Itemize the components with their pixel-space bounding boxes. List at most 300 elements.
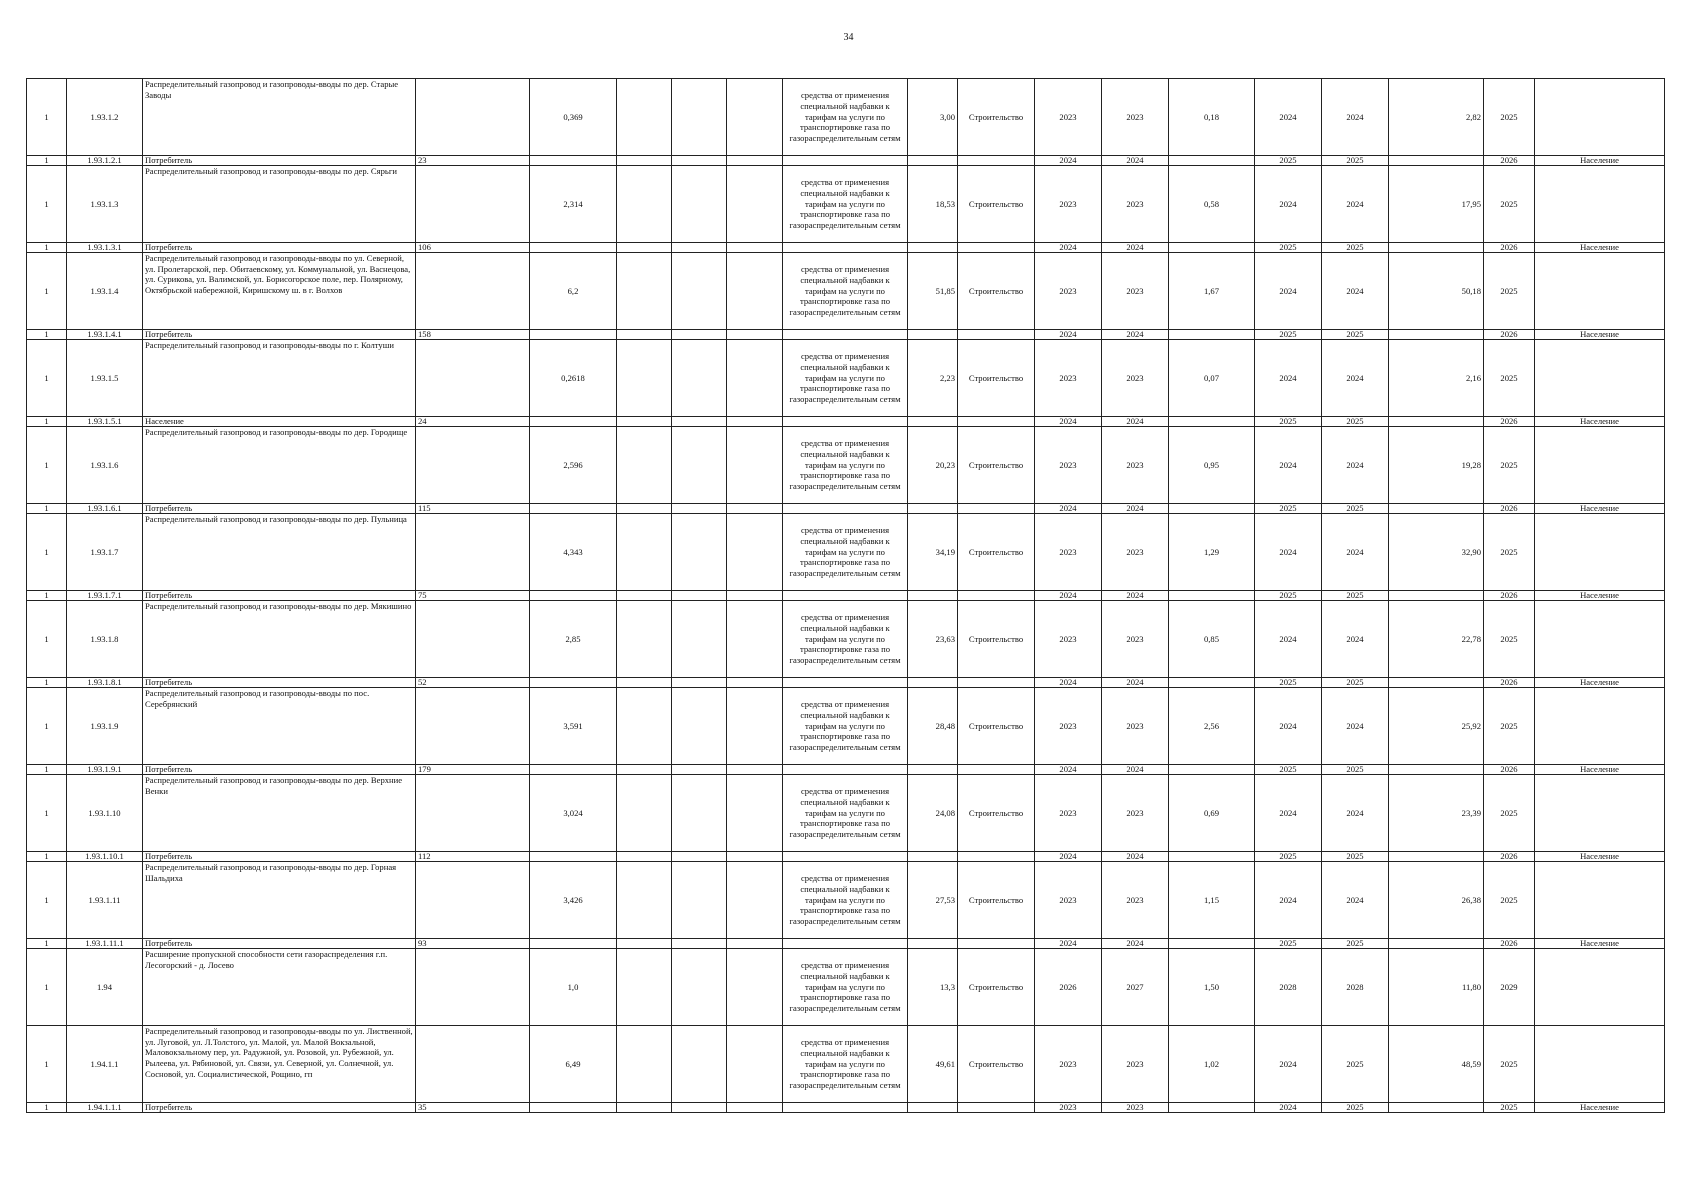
- empty-cell: [672, 862, 727, 939]
- empty-cell: [672, 939, 727, 949]
- design-end-year-cell: 2027: [1102, 949, 1169, 1026]
- length-cell: [530, 156, 617, 166]
- build-end-year-cell: 2025: [1322, 243, 1389, 253]
- empty-cell: [617, 601, 672, 678]
- build-end-year-cell: 2024: [1322, 79, 1389, 156]
- cost-cell: [908, 504, 958, 514]
- empty-cell: [727, 939, 783, 949]
- empty-cell: [727, 330, 783, 340]
- cost-cell: [908, 1103, 958, 1113]
- cost-cell: [908, 678, 958, 688]
- pipeline-row: [27, 862, 1665, 939]
- length-cell: [530, 765, 617, 775]
- consumers-count-cell: [416, 775, 530, 852]
- work-type-cell: Строительство: [958, 688, 1035, 765]
- code-cell: 1.93.1.11.1: [67, 939, 143, 949]
- build-end-year-cell: 2024: [1322, 166, 1389, 243]
- consumers-count-cell: 158: [416, 330, 530, 340]
- code-cell: 1.93.1.11: [67, 862, 143, 939]
- empty-cell: [672, 330, 727, 340]
- work-type-cell: Строительство: [958, 340, 1035, 417]
- code-cell: 1.93.1.5: [67, 340, 143, 417]
- funding-source-cell: средства от применения специальной надбавки к тарифам на услуги по транспортировке газа по газораспределительным сетям: [783, 253, 908, 330]
- object-name-cell: Потребитель: [143, 852, 416, 862]
- work-type-cell: [958, 678, 1035, 688]
- empty-cell: [727, 79, 783, 156]
- consumers-count-cell: [416, 601, 530, 678]
- build-end-year-cell: 2028: [1322, 949, 1389, 1026]
- cost-cell: 3,00: [908, 79, 958, 156]
- empty-cell: [727, 949, 783, 1026]
- design-cost-cell: [1169, 939, 1255, 949]
- code-cell: 1.93.1.5.1: [67, 417, 143, 427]
- build-cost-cell: [1389, 678, 1484, 688]
- code-cell: 1.93.1.4.1: [67, 330, 143, 340]
- build-end-year-cell: 2024: [1322, 340, 1389, 417]
- row-number-cell: 1: [27, 166, 67, 243]
- consumer-row: [27, 504, 1665, 514]
- empty-cell: [727, 775, 783, 852]
- work-type-cell: Строительство: [958, 601, 1035, 678]
- build-start-year-cell: 2024: [1255, 775, 1322, 852]
- design-end-year-cell: 2023: [1102, 79, 1169, 156]
- empty-cell: [672, 417, 727, 427]
- design-start-year-cell: 2024: [1035, 678, 1102, 688]
- cost-cell: 24,08: [908, 775, 958, 852]
- build-end-year-cell: 2025: [1322, 765, 1389, 775]
- empty-cell: [617, 949, 672, 1026]
- page-number: 34: [843, 32, 854, 43]
- object-name-cell: Потребитель: [143, 1103, 416, 1113]
- empty-cell: [617, 427, 672, 504]
- empty-cell: [617, 253, 672, 330]
- commissioning-year-cell: 2026: [1484, 765, 1535, 775]
- row-number-cell: 1: [27, 1026, 67, 1103]
- length-cell: 2,85: [530, 601, 617, 678]
- consumers-count-cell: [416, 688, 530, 765]
- build-cost-cell: [1389, 243, 1484, 253]
- build-start-year-cell: 2025: [1255, 765, 1322, 775]
- empty-cell: [727, 427, 783, 504]
- row-number-cell: 1: [27, 243, 67, 253]
- code-cell: 1.93.1.3.1: [67, 243, 143, 253]
- build-cost-cell: [1389, 156, 1484, 166]
- commissioning-year-cell: 2025: [1484, 688, 1535, 765]
- empty-cell: [672, 765, 727, 775]
- design-end-year-cell: 2023: [1102, 514, 1169, 591]
- length-cell: 2,596: [530, 427, 617, 504]
- table-body: [27, 79, 1665, 1113]
- row-number-cell: 1: [27, 514, 67, 591]
- design-cost-cell: 0,58: [1169, 166, 1255, 243]
- cost-cell: 49,61: [908, 1026, 958, 1103]
- row-number-cell: 1: [27, 775, 67, 852]
- commissioning-year-cell: 2029: [1484, 949, 1535, 1026]
- empty-cell: [727, 1026, 783, 1103]
- pipeline-row: [27, 253, 1665, 330]
- design-start-year-cell: 2023: [1035, 1103, 1102, 1113]
- design-end-year-cell: 2023: [1102, 427, 1169, 504]
- design-start-year-cell: 2023: [1035, 253, 1102, 330]
- empty-cell: [672, 688, 727, 765]
- build-cost-cell: 50,18: [1389, 253, 1484, 330]
- design-end-year-cell: 2023: [1102, 1026, 1169, 1103]
- work-type-cell: [958, 1103, 1035, 1113]
- design-end-year-cell: 2023: [1102, 601, 1169, 678]
- design-start-year-cell: 2023: [1035, 79, 1102, 156]
- pipeline-row: [27, 1026, 1665, 1103]
- cost-cell: [908, 591, 958, 601]
- design-cost-cell: 0,95: [1169, 427, 1255, 504]
- consumers-count-cell: 115: [416, 504, 530, 514]
- build-cost-cell: 48,59: [1389, 1026, 1484, 1103]
- consumer-row: [27, 243, 1665, 253]
- consumer-category-cell: [1535, 775, 1665, 852]
- empty-cell: [727, 504, 783, 514]
- design-end-year-cell: 2023: [1102, 1103, 1169, 1113]
- design-cost-cell: [1169, 852, 1255, 862]
- build-start-year-cell: 2025: [1255, 852, 1322, 862]
- design-cost-cell: [1169, 504, 1255, 514]
- length-cell: 4,343: [530, 514, 617, 591]
- commissioning-year-cell: 2026: [1484, 504, 1535, 514]
- empty-cell: [617, 688, 672, 765]
- empty-cell: [727, 765, 783, 775]
- build-start-year-cell: 2025: [1255, 243, 1322, 253]
- empty-cell: [672, 253, 727, 330]
- funding-source-cell: [783, 591, 908, 601]
- empty-cell: [727, 591, 783, 601]
- pipeline-row: [27, 427, 1665, 504]
- build-cost-cell: [1389, 417, 1484, 427]
- row-number-cell: 1: [27, 591, 67, 601]
- build-cost-cell: 2,82: [1389, 79, 1484, 156]
- row-number-cell: 1: [27, 862, 67, 939]
- funding-source-cell: [783, 156, 908, 166]
- build-end-year-cell: 2025: [1322, 939, 1389, 949]
- consumer-category-cell: [1535, 340, 1665, 417]
- design-start-year-cell: 2024: [1035, 156, 1102, 166]
- build-end-year-cell: 2025: [1322, 417, 1389, 427]
- work-type-cell: Строительство: [958, 253, 1035, 330]
- object-name-cell: Расширение пропускной способности сети газораспределения г.п. Лесогорский - д. Лосево: [143, 949, 416, 1026]
- object-name-cell: Потребитель: [143, 156, 416, 166]
- empty-cell: [672, 1026, 727, 1103]
- design-cost-cell: 2,56: [1169, 688, 1255, 765]
- consumer-row: [27, 156, 1665, 166]
- length-cell: 1,0: [530, 949, 617, 1026]
- consumer-category-cell: [1535, 949, 1665, 1026]
- cost-cell: 13,3: [908, 949, 958, 1026]
- empty-cell: [617, 852, 672, 862]
- build-start-year-cell: 2024: [1255, 601, 1322, 678]
- work-type-cell: Строительство: [958, 1026, 1035, 1103]
- empty-cell: [672, 340, 727, 417]
- design-end-year-cell: 2024: [1102, 591, 1169, 601]
- empty-cell: [617, 504, 672, 514]
- funding-source-cell: [783, 417, 908, 427]
- empty-cell: [672, 514, 727, 591]
- code-cell: 1.93.1.10.1: [67, 852, 143, 862]
- design-cost-cell: 1,15: [1169, 862, 1255, 939]
- funding-source-cell: [783, 678, 908, 688]
- build-start-year-cell: 2025: [1255, 417, 1322, 427]
- design-start-year-cell: 2024: [1035, 939, 1102, 949]
- length-cell: [530, 1103, 617, 1113]
- design-start-year-cell: 2024: [1035, 243, 1102, 253]
- code-cell: 1.94.1.1: [67, 1026, 143, 1103]
- funding-source-cell: [783, 765, 908, 775]
- funding-source-cell: [783, 939, 908, 949]
- empty-cell: [617, 340, 672, 417]
- funding-source-cell: [783, 504, 908, 514]
- consumers-count-cell: 106: [416, 243, 530, 253]
- commissioning-year-cell: 2026: [1484, 591, 1535, 601]
- commissioning-year-cell: 2026: [1484, 939, 1535, 949]
- design-start-year-cell: 2023: [1035, 775, 1102, 852]
- object-name-cell: Распределительный газопровод и газопроводы-вводы по ул. Лиственной, ул. Луговой, ул. Л.Толстого, ул. Малой, ул. Малой Вокзальной, Маловокзальному пер, ул. Радужной, ул. Розовой, ул. Рубежной, ул. Рылеева, ул. Рябиновой, ул. Связи, ул. Северной, ул. Солнечной, ул. Сосновой, ул. Социалистической, Рощино, гп: [143, 1026, 416, 1103]
- code-cell: 1.93.1.9.1: [67, 765, 143, 775]
- empty-cell: [672, 591, 727, 601]
- consumers-count-cell: 23: [416, 156, 530, 166]
- consumer-category-cell: Население: [1535, 939, 1665, 949]
- design-start-year-cell: 2023: [1035, 166, 1102, 243]
- design-start-year-cell: 2024: [1035, 765, 1102, 775]
- consumer-category-cell: Население: [1535, 156, 1665, 166]
- design-cost-cell: [1169, 1103, 1255, 1113]
- design-cost-cell: 1,67: [1169, 253, 1255, 330]
- object-name-cell: Распределительный газопровод и газопроводы-вводы по пос. Серебрянский: [143, 688, 416, 765]
- work-type-cell: [958, 417, 1035, 427]
- build-end-year-cell: 2024: [1322, 427, 1389, 504]
- empty-cell: [672, 852, 727, 862]
- build-end-year-cell: 2024: [1322, 601, 1389, 678]
- funding-source-cell: средства от применения специальной надбавки к тарифам на услуги по транспортировке газа по газораспределительным сетям: [783, 949, 908, 1026]
- build-start-year-cell: 2028: [1255, 949, 1322, 1026]
- funding-source-cell: средства от применения специальной надбавки к тарифам на услуги по транспортировке газа по газораспределительным сетям: [783, 601, 908, 678]
- commissioning-year-cell: 2025: [1484, 1026, 1535, 1103]
- design-start-year-cell: 2024: [1035, 504, 1102, 514]
- code-cell: 1.93.1.3: [67, 166, 143, 243]
- cost-cell: [908, 417, 958, 427]
- empty-cell: [617, 1103, 672, 1113]
- empty-cell: [727, 253, 783, 330]
- cost-cell: 20,23: [908, 427, 958, 504]
- consumers-count-cell: 35: [416, 1103, 530, 1113]
- consumers-count-cell: 179: [416, 765, 530, 775]
- empty-cell: [617, 862, 672, 939]
- consumer-row: [27, 852, 1665, 862]
- design-end-year-cell: 2024: [1102, 678, 1169, 688]
- length-cell: [530, 504, 617, 514]
- commissioning-year-cell: 2025: [1484, 601, 1535, 678]
- work-type-cell: [958, 939, 1035, 949]
- object-name-cell: Потребитель: [143, 243, 416, 253]
- build-start-year-cell: 2024: [1255, 1103, 1322, 1113]
- build-end-year-cell: 2024: [1322, 862, 1389, 939]
- cost-cell: [908, 243, 958, 253]
- funding-source-cell: [783, 1103, 908, 1113]
- consumers-count-cell: [416, 427, 530, 504]
- empty-cell: [727, 156, 783, 166]
- consumer-category-cell: [1535, 514, 1665, 591]
- code-cell: 1.93.1.7.1: [67, 591, 143, 601]
- build-start-year-cell: 2024: [1255, 166, 1322, 243]
- consumer-category-cell: Население: [1535, 765, 1665, 775]
- consumer-row: [27, 765, 1665, 775]
- consumer-category-cell: Население: [1535, 504, 1665, 514]
- empty-cell: [617, 79, 672, 156]
- row-number-cell: 1: [27, 852, 67, 862]
- build-start-year-cell: 2024: [1255, 862, 1322, 939]
- design-end-year-cell: 2023: [1102, 253, 1169, 330]
- build-cost-cell: [1389, 504, 1484, 514]
- pipeline-row: [27, 601, 1665, 678]
- object-name-cell: Распределительный газопровод и газопроводы-вводы по дер. Сярьги: [143, 166, 416, 243]
- empty-cell: [672, 601, 727, 678]
- pipeline-row: [27, 340, 1665, 417]
- design-cost-cell: 0,85: [1169, 601, 1255, 678]
- build-start-year-cell: 2025: [1255, 330, 1322, 340]
- length-cell: [530, 417, 617, 427]
- build-start-year-cell: 2025: [1255, 504, 1322, 514]
- funding-source-cell: средства от применения специальной надбавки к тарифам на услуги по транспортировке газа по газораспределительным сетям: [783, 688, 908, 765]
- consumer-category-cell: Население: [1535, 1103, 1665, 1113]
- consumer-category-cell: Население: [1535, 678, 1665, 688]
- cost-cell: 34,19: [908, 514, 958, 591]
- consumers-count-cell: [416, 949, 530, 1026]
- funding-source-cell: средства от применения специальной надбавки к тарифам на услуги по транспортировке газа по газораспределительным сетям: [783, 340, 908, 417]
- build-cost-cell: [1389, 939, 1484, 949]
- pipeline-row: [27, 775, 1665, 852]
- work-type-cell: [958, 852, 1035, 862]
- empty-cell: [672, 243, 727, 253]
- design-cost-cell: [1169, 591, 1255, 601]
- design-cost-cell: [1169, 156, 1255, 166]
- object-name-cell: Распределительный газопровод и газопроводы-вводы по дер. Старые Заводы: [143, 79, 416, 156]
- row-number-cell: 1: [27, 330, 67, 340]
- row-number-cell: 1: [27, 939, 67, 949]
- design-end-year-cell: 2024: [1102, 852, 1169, 862]
- cost-cell: 2,23: [908, 340, 958, 417]
- length-cell: 3,024: [530, 775, 617, 852]
- object-name-cell: Потребитель: [143, 504, 416, 514]
- design-end-year-cell: 2024: [1102, 417, 1169, 427]
- length-cell: [530, 243, 617, 253]
- design-cost-cell: 0,07: [1169, 340, 1255, 417]
- object-name-cell: Потребитель: [143, 765, 416, 775]
- empty-cell: [727, 862, 783, 939]
- code-cell: 1.93.1.2: [67, 79, 143, 156]
- build-end-year-cell: 2025: [1322, 1026, 1389, 1103]
- length-cell: 3,591: [530, 688, 617, 765]
- commissioning-year-cell: 2026: [1484, 417, 1535, 427]
- build-cost-cell: [1389, 591, 1484, 601]
- build-end-year-cell: 2024: [1322, 688, 1389, 765]
- empty-cell: [617, 1026, 672, 1103]
- build-cost-cell: [1389, 330, 1484, 340]
- design-start-year-cell: 2023: [1035, 427, 1102, 504]
- build-start-year-cell: 2024: [1255, 340, 1322, 417]
- empty-cell: [672, 678, 727, 688]
- design-start-year-cell: 2026: [1035, 949, 1102, 1026]
- build-cost-cell: 17,95: [1389, 166, 1484, 243]
- consumer-category-cell: [1535, 862, 1665, 939]
- build-end-year-cell: 2025: [1322, 156, 1389, 166]
- empty-cell: [727, 243, 783, 253]
- consumer-category-cell: Население: [1535, 591, 1665, 601]
- design-end-year-cell: 2023: [1102, 688, 1169, 765]
- row-number-cell: 1: [27, 1103, 67, 1113]
- consumer-category-cell: [1535, 427, 1665, 504]
- length-cell: 6,2: [530, 253, 617, 330]
- consumers-count-cell: [416, 862, 530, 939]
- funding-source-cell: средства от применения специальной надбавки к тарифам на услуги по транспортировке газа по газораспределительным сетям: [783, 514, 908, 591]
- empty-cell: [727, 514, 783, 591]
- consumer-row: [27, 591, 1665, 601]
- commissioning-year-cell: 2025: [1484, 79, 1535, 156]
- consumers-count-cell: [416, 340, 530, 417]
- cost-cell: [908, 939, 958, 949]
- build-start-year-cell: 2024: [1255, 1026, 1322, 1103]
- length-cell: [530, 591, 617, 601]
- work-type-cell: Строительство: [958, 427, 1035, 504]
- empty-cell: [617, 156, 672, 166]
- row-number-cell: 1: [27, 504, 67, 514]
- empty-cell: [672, 79, 727, 156]
- build-cost-cell: 32,90: [1389, 514, 1484, 591]
- design-end-year-cell: 2024: [1102, 243, 1169, 253]
- empty-cell: [727, 1103, 783, 1113]
- design-start-year-cell: 2024: [1035, 852, 1102, 862]
- cost-cell: [908, 852, 958, 862]
- object-name-cell: Потребитель: [143, 678, 416, 688]
- consumers-count-cell: 24: [416, 417, 530, 427]
- pipeline-row: [27, 688, 1665, 765]
- row-number-cell: 1: [27, 79, 67, 156]
- design-end-year-cell: 2023: [1102, 775, 1169, 852]
- commissioning-year-cell: 2025: [1484, 1103, 1535, 1113]
- code-cell: 1.93.1.4: [67, 253, 143, 330]
- commissioning-year-cell: 2025: [1484, 514, 1535, 591]
- object-name-cell: Распределительный газопровод и газопроводы-вводы по дер. Верхние Венки: [143, 775, 416, 852]
- row-number-cell: 1: [27, 340, 67, 417]
- design-end-year-cell: 2024: [1102, 765, 1169, 775]
- cost-cell: [908, 156, 958, 166]
- empty-cell: [672, 1103, 727, 1113]
- design-cost-cell: 0,18: [1169, 79, 1255, 156]
- build-end-year-cell: 2024: [1322, 775, 1389, 852]
- design-end-year-cell: 2024: [1102, 156, 1169, 166]
- length-cell: [530, 939, 617, 949]
- funding-source-cell: [783, 852, 908, 862]
- cost-cell: 23,63: [908, 601, 958, 678]
- consumer-category-cell: [1535, 1026, 1665, 1103]
- build-cost-cell: 25,92: [1389, 688, 1484, 765]
- gas-network-register-table: [26, 78, 1665, 1113]
- empty-cell: [672, 775, 727, 852]
- empty-cell: [672, 427, 727, 504]
- consumer-row: [27, 678, 1665, 688]
- build-start-year-cell: 2025: [1255, 156, 1322, 166]
- empty-cell: [727, 601, 783, 678]
- code-cell: 1.93.1.2.1: [67, 156, 143, 166]
- length-cell: 0,369: [530, 79, 617, 156]
- consumers-count-cell: 112: [416, 852, 530, 862]
- design-end-year-cell: 2024: [1102, 504, 1169, 514]
- empty-cell: [672, 949, 727, 1026]
- empty-cell: [727, 678, 783, 688]
